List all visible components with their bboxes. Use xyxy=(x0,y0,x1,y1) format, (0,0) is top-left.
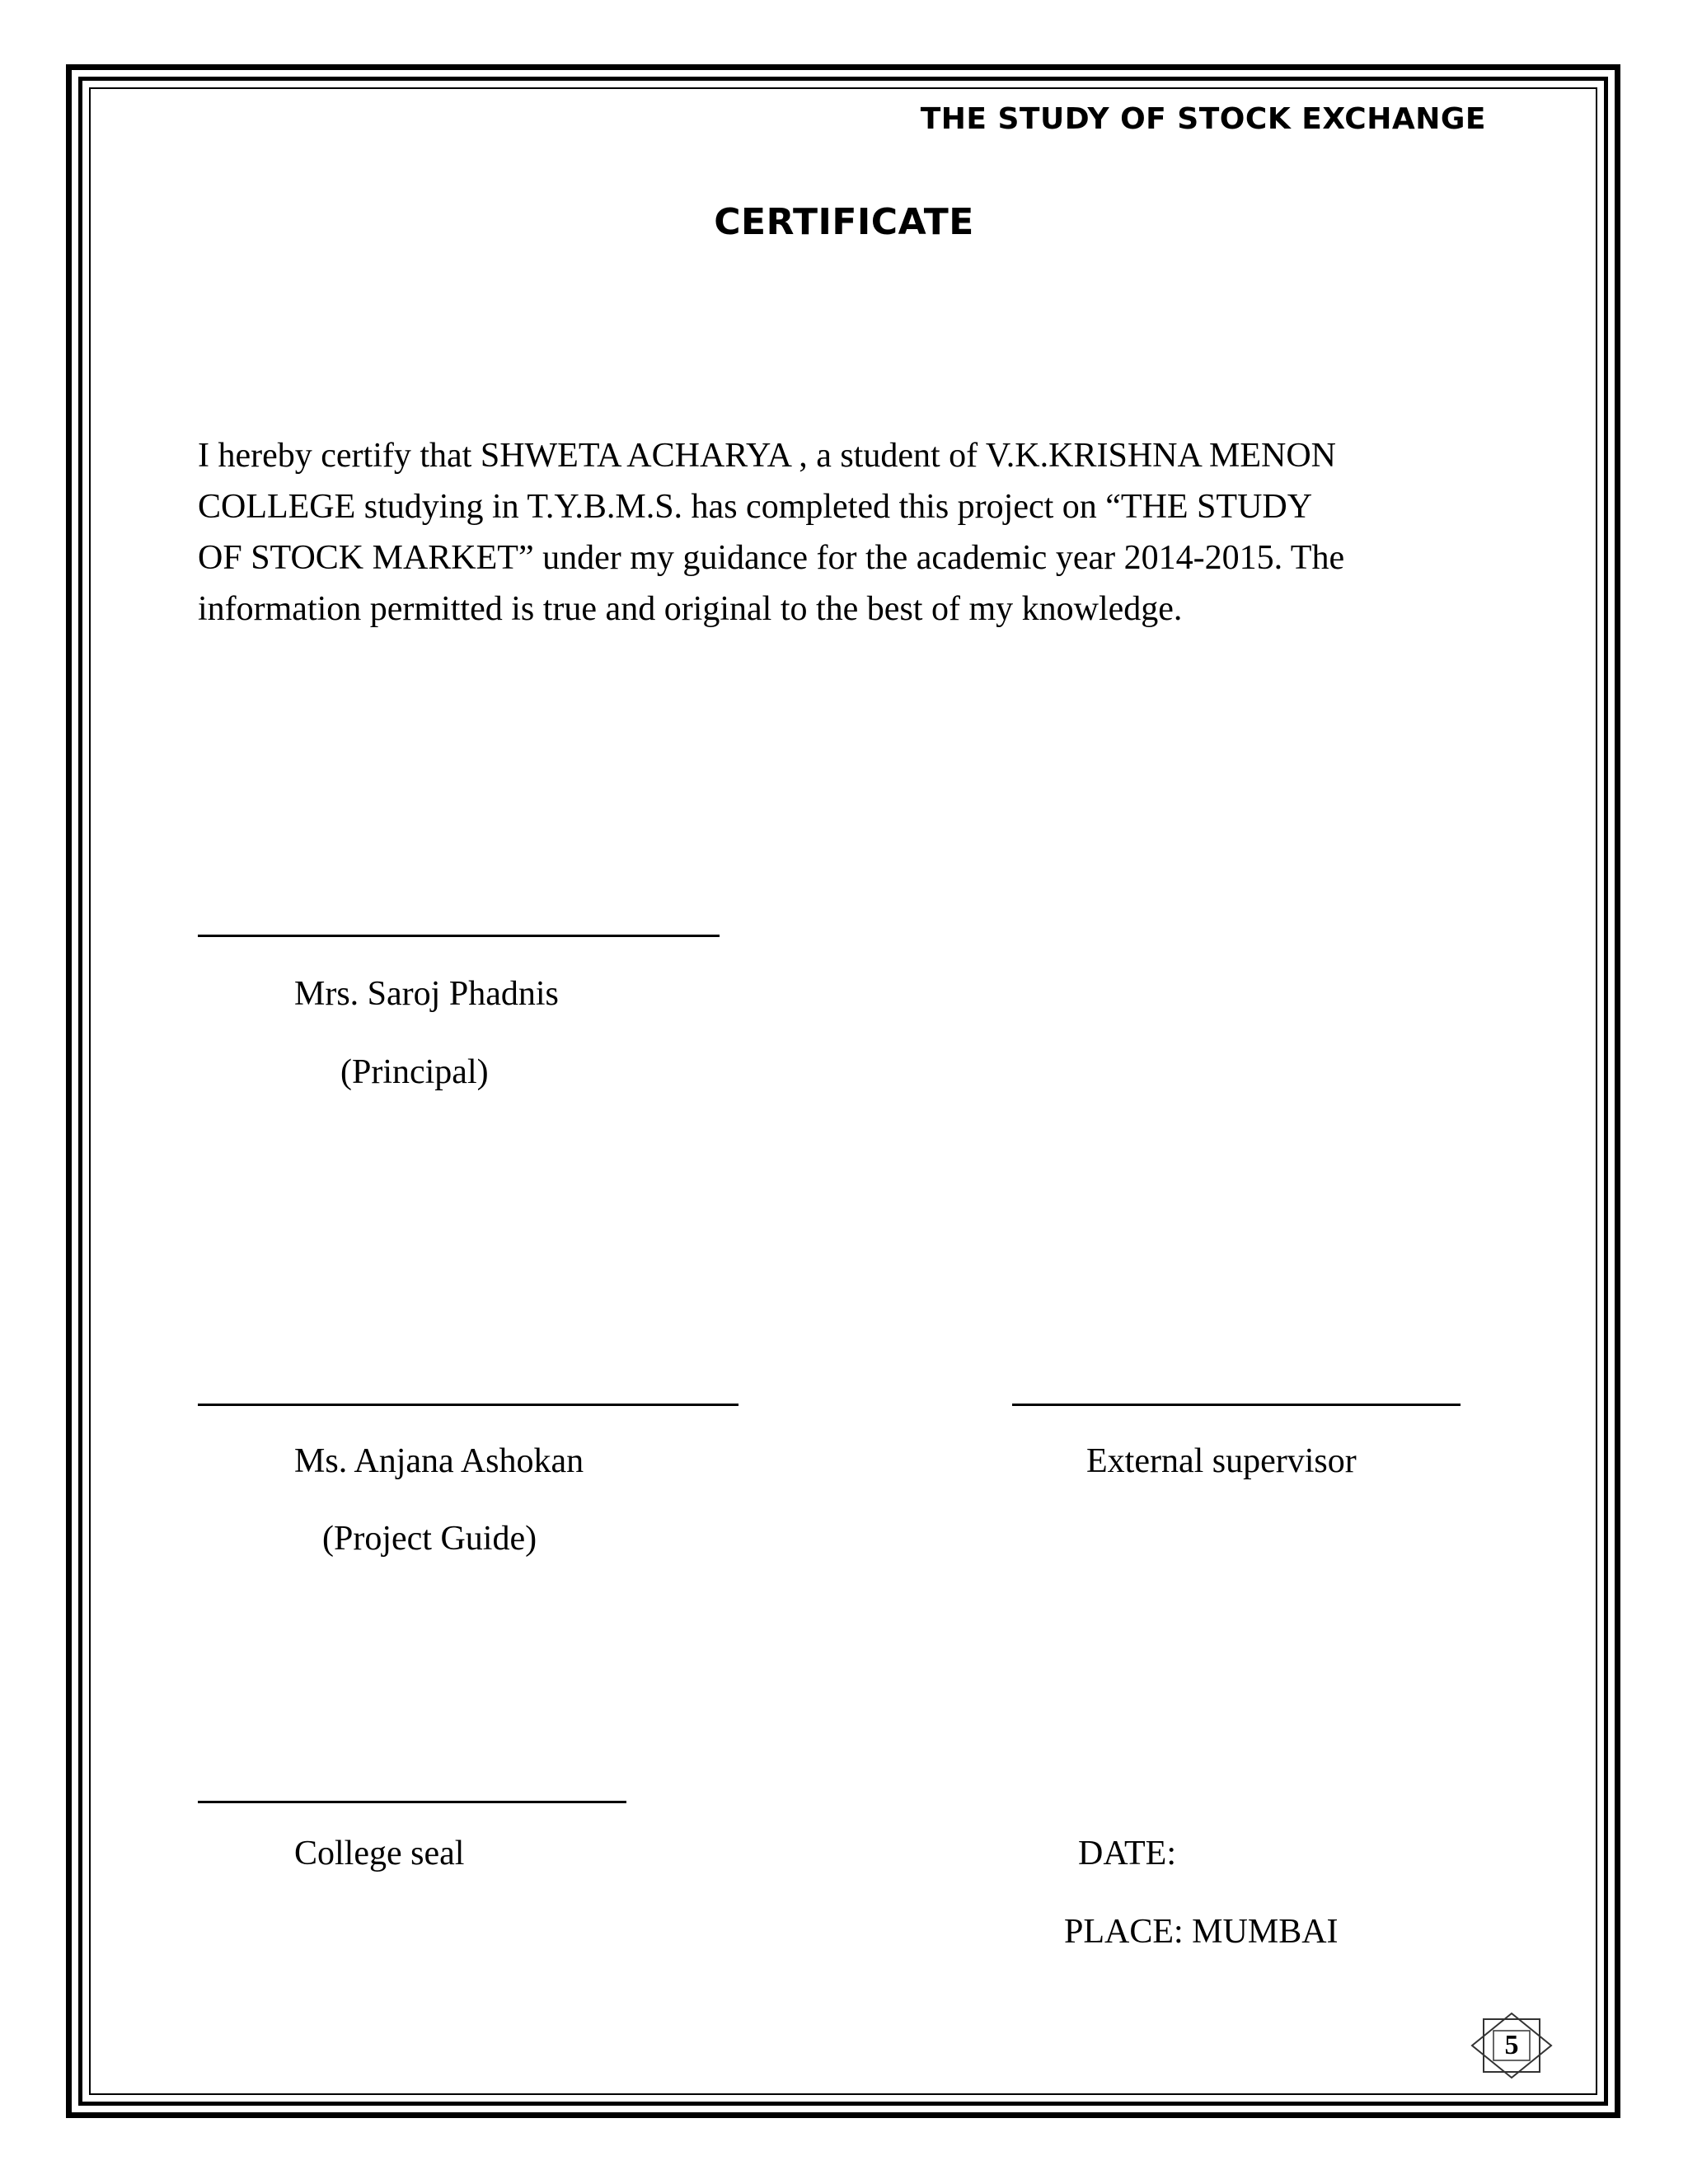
project-guide-role: (Project Guide) xyxy=(322,1520,537,1558)
body-line-1: I hereby certify that SHWETA ACHARYA , a student of V.K.KRISHNA MENON xyxy=(198,437,1336,475)
date-label: DATE: xyxy=(1078,1835,1176,1872)
college-seal-label: College seal xyxy=(294,1835,465,1872)
college-seal-line xyxy=(198,1801,626,1803)
page-number-ornament xyxy=(1469,2011,1554,2080)
principal-signature-line xyxy=(198,935,720,937)
certificate-title: CERTIFICATE xyxy=(714,201,974,243)
external-supervisor-signature-line xyxy=(1012,1404,1461,1406)
principal-role: (Principal) xyxy=(340,1053,489,1091)
project-guide-name: Ms. Anjana Ashokan xyxy=(294,1442,584,1480)
principal-name: Mrs. Saroj Phadnis xyxy=(294,975,559,1013)
project-guide-signature-line xyxy=(198,1404,738,1406)
body-line-2: COLLEGE studying in T.Y.B.M.S. has completed this project on “THE STUDY xyxy=(198,488,1313,526)
body-line-4: information permitted is true and original to the best of my knowledge. xyxy=(198,590,1183,628)
page-number: 5 xyxy=(1504,2030,1519,2060)
page-border-inner xyxy=(89,87,1597,2095)
certificate-body xyxy=(198,430,1508,635)
place-label: PLACE: MUMBAI xyxy=(1064,1913,1339,1951)
running-header: THE STUDY OF STOCK EXCHANGE xyxy=(920,102,1486,136)
body-line-3: OF STOCK MARKET” under my guidance for the academic year 2014-2015. The xyxy=(198,539,1345,577)
external-supervisor-label: External supervisor xyxy=(1086,1442,1357,1480)
